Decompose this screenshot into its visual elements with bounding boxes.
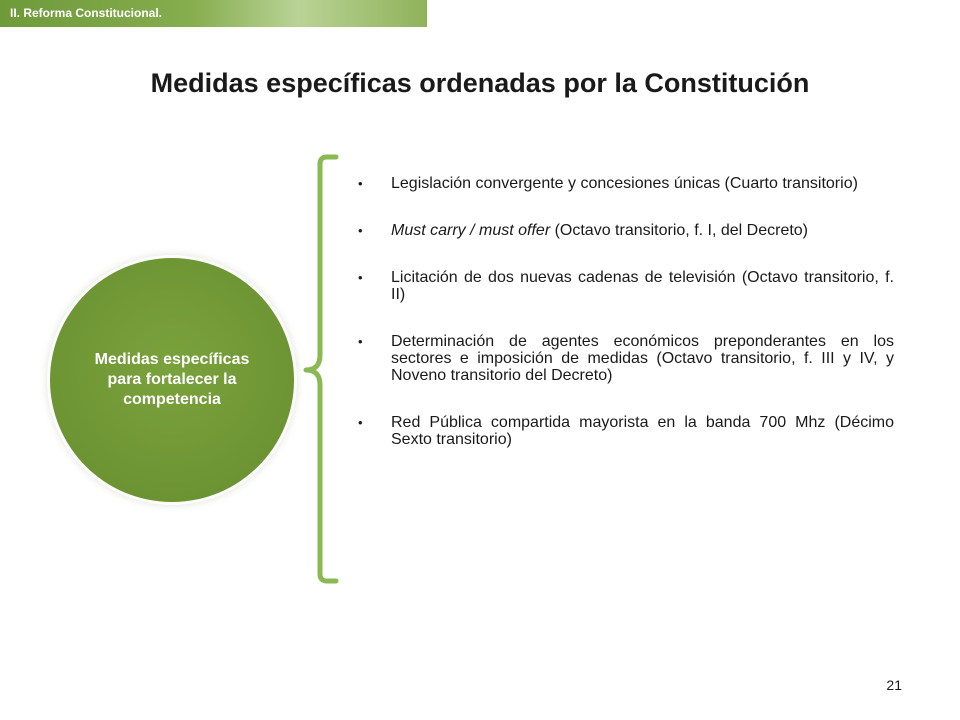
list-item bbox=[358, 269, 894, 303]
bullet-dot: • bbox=[358, 334, 363, 349]
bullet-dot: • bbox=[358, 415, 363, 430]
bullet-dot: • bbox=[358, 270, 363, 285]
bullet-dot: • bbox=[358, 176, 363, 191]
page-number: 21 bbox=[886, 677, 902, 693]
list-item-text: Red Pública compartida mayorista en la banda 700 Mhz (Décimo Sexto transitorio) bbox=[391, 414, 894, 448]
list-item-text: Legislación convergente y concesiones únicas (Cuarto transitorio) bbox=[391, 175, 858, 192]
list-item-text: Determinación de agentes económicos preponderantes en los sectores e imposición de medidas (Octavo transitorio, f. III y IV, y Noveno transitorio del Decreto) bbox=[391, 333, 894, 384]
bullet-list bbox=[358, 175, 894, 478]
topic-circle bbox=[50, 258, 294, 502]
list-item-text: (Octavo transitorio, f. I, del Decreto) bbox=[550, 222, 809, 239]
list-item bbox=[358, 333, 894, 384]
circle-label: Medidas específicas para fortalecer la competencia bbox=[94, 351, 250, 408]
list-item bbox=[358, 222, 894, 239]
bullet-dot: • bbox=[358, 223, 363, 238]
list-item-text: Licitación de dos nuevas cadenas de televisión (Octavo transitorio, f. II) bbox=[391, 269, 894, 303]
bracket-shape bbox=[298, 150, 344, 590]
list-item bbox=[358, 175, 894, 192]
list-item-italic: Must carry / must offer bbox=[391, 222, 551, 239]
page-title: Medidas específicas ordenadas por la Constitución bbox=[150, 68, 810, 98]
list-item bbox=[358, 414, 894, 448]
section-tab: II. Reforma Constitucional. bbox=[0, 0, 427, 27]
